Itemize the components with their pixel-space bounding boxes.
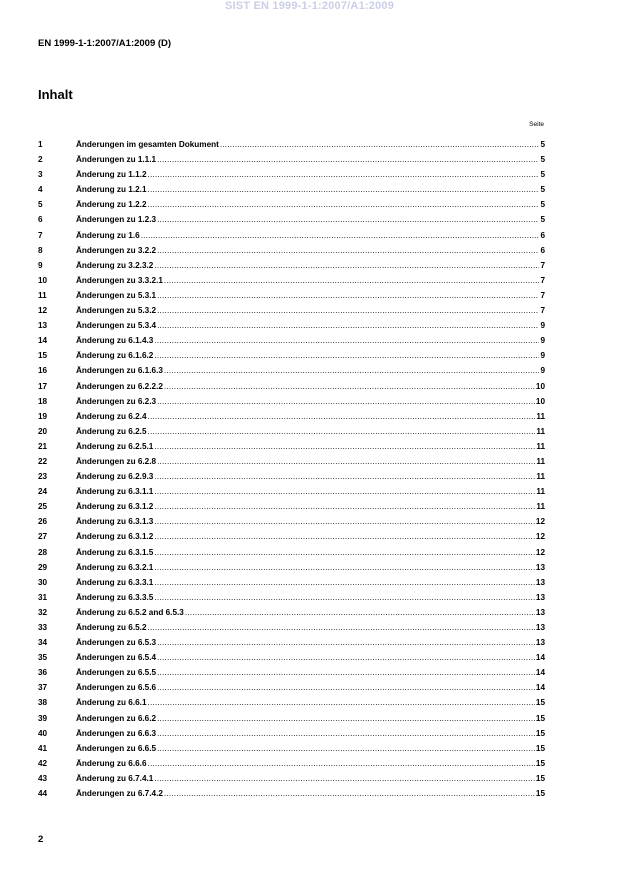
toc-dot-leader [164, 363, 540, 378]
toc-entry[interactable] [38, 665, 545, 680]
toc-entry-title: Änderungen zu 6.5.5 [76, 668, 157, 678]
toc-entry-number: 16 [38, 366, 48, 376]
toc-dot-leader [141, 228, 540, 243]
toc-entry-number: 7 [38, 230, 43, 240]
toc-dot-leader [154, 499, 535, 514]
toc-entry-number: 5 [38, 200, 43, 210]
toc-dot-leader [164, 786, 535, 801]
toc-entry-page: 11 [536, 456, 545, 466]
toc-entry-title: Änderung zu 6.7.4.1 [76, 773, 154, 783]
toc-entry-title: Änderungen zu 1.2.3 [76, 215, 157, 225]
toc-dot-leader [148, 620, 535, 635]
toc-entry-title: Änderungen zu 6.2.8 [76, 456, 157, 466]
toc-entry[interactable] [38, 620, 545, 635]
toc-entry-number: 32 [38, 607, 48, 617]
toc-entry-page: 7 [540, 260, 545, 270]
toc-entry[interactable] [38, 741, 545, 756]
toc-entry-title: Änderungen zu 6.5.4 [76, 653, 157, 663]
toc-entry-number: 17 [38, 381, 48, 391]
toc-entry-title: Änderung zu 6.3.1.1 [76, 487, 154, 497]
toc-entry[interactable] [38, 439, 545, 454]
toc-dot-leader [154, 771, 535, 786]
toc-entry-page: 7 [540, 290, 545, 300]
toc-entry-title: Änderung zu 6.3.1.2 [76, 502, 154, 512]
toc-dot-leader [154, 560, 535, 575]
toc-dot-leader [157, 318, 539, 333]
toc-entry-number: 14 [38, 336, 48, 346]
toc-entry-page: 7 [540, 275, 545, 285]
toc-entry-number: 1 [38, 140, 43, 149]
toc-entry[interactable] [38, 650, 545, 665]
toc-entry-page: 11 [536, 441, 545, 451]
toc-entry-page: 11 [536, 411, 545, 421]
toc-entry-title: Änderung zu 6.3.1.3 [76, 517, 154, 527]
toc-entry-title: Änderungen zu 6.6.5 [76, 743, 157, 753]
toc-entry-page: 14 [535, 668, 545, 678]
toc-entry-page: 5 [540, 185, 545, 195]
toc-dot-leader [154, 258, 539, 273]
toc-entry-number: 30 [38, 577, 48, 587]
toc-entry-title: Änderung zu 6.2.4 [76, 411, 147, 421]
toc-entry-number: 39 [38, 713, 48, 723]
toc-entry-number: 27 [38, 532, 48, 542]
toc-entry-title: Änderung zu 6.5.2 [76, 623, 147, 632]
page-title: Inhalt [38, 87, 73, 102]
toc-entry-title: Änderungen zu 1.1.1 [76, 155, 157, 165]
toc-entry[interactable] [38, 786, 545, 801]
toc-dot-leader [157, 212, 539, 227]
toc-entry-title: Änderungen zu 6.6.2 [76, 713, 157, 723]
toc-dot-leader [157, 454, 535, 469]
toc-entry[interactable] [38, 771, 545, 786]
toc-entry-page: 5 [540, 200, 545, 210]
toc-entry[interactable] [38, 167, 545, 182]
toc-dot-leader [154, 333, 539, 348]
toc-dot-leader [154, 575, 535, 590]
toc-entry[interactable] [38, 454, 545, 469]
toc-dot-leader [157, 243, 539, 258]
toc-dot-leader [154, 545, 535, 560]
table-of-contents [38, 137, 545, 801]
toc-entry-number: 25 [38, 502, 48, 512]
toc-entry-page: 15 [535, 789, 545, 799]
toc-entry-page: 14 [535, 653, 545, 663]
toc-entry-page: 5 [540, 140, 545, 149]
toc-entry-page: 15 [535, 728, 545, 738]
toc-entry[interactable] [38, 605, 545, 620]
toc-entry-page: 15 [535, 773, 545, 783]
toc-entry-number: 42 [38, 758, 48, 768]
toc-entry-page: 13 [535, 607, 545, 617]
seite-column-label: Seite [529, 121, 544, 128]
toc-entry-page: 5 [540, 215, 545, 225]
toc-entry-title: Änderung zu 6.2.5.1 [76, 441, 154, 451]
toc-entry-page: 9 [540, 321, 545, 331]
toc-entry[interactable] [38, 484, 545, 499]
toc-dot-leader [157, 650, 535, 665]
toc-entry-page: 12 [535, 532, 545, 542]
document-header: EN 1999-1-1:2007/A1:2009 (D) [38, 38, 172, 49]
toc-entry-page: 5 [540, 155, 545, 165]
toc-entry-title: Änderungen zu 3.2.2 [76, 245, 157, 255]
toc-entry-number: 4 [38, 185, 43, 195]
toc-entry-title: Änderung zu 1.2.1 [76, 185, 147, 195]
toc-entry[interactable] [38, 318, 545, 333]
toc-dot-leader [148, 182, 540, 197]
toc-entry[interactable] [38, 529, 545, 544]
toc-entry[interactable] [38, 212, 545, 227]
toc-dot-leader [148, 197, 540, 212]
toc-entry-number: 10 [38, 275, 48, 285]
toc-entry-page: 14 [535, 683, 545, 693]
toc-dot-leader [154, 348, 539, 363]
toc-entry-number: 40 [38, 728, 48, 738]
toc-entry[interactable] [38, 635, 545, 650]
toc-entry-title: Änderung zu 6.6.6 [76, 758, 147, 768]
toc-entry-page: 9 [540, 366, 545, 376]
toc-entry-title: Änderungen zu 6.5.6 [76, 683, 157, 693]
toc-dot-leader [157, 726, 535, 741]
toc-entry[interactable] [38, 575, 545, 590]
toc-entry-page: 13 [535, 562, 545, 572]
toc-entry[interactable] [38, 182, 545, 197]
toc-entry-page: 15 [535, 758, 545, 768]
toc-dot-leader [154, 529, 535, 544]
toc-entry-page: 12 [535, 547, 545, 557]
toc-entry-number: 21 [38, 441, 48, 451]
toc-entry-number: 15 [38, 351, 48, 361]
toc-entry-number: 6 [38, 215, 43, 225]
toc-entry[interactable] [38, 363, 545, 378]
toc-entry-title: Änderungen zu 5.3.1 [76, 290, 157, 300]
toc-entry[interactable] [38, 726, 545, 741]
toc-entry-page: 6 [540, 245, 545, 255]
toc-entry[interactable] [38, 273, 545, 288]
toc-entry-title: Änderungen zu 6.7.4.2 [76, 789, 163, 799]
toc-entry-title: Änderung zu 6.3.1.5 [76, 547, 154, 557]
toc-entry[interactable] [38, 409, 545, 424]
toc-entry-page: 10 [535, 381, 545, 391]
toc-entry-page: 7 [540, 306, 545, 316]
toc-entry-number: 8 [38, 245, 43, 255]
toc-entry[interactable] [38, 152, 545, 167]
toc-entry[interactable] [38, 424, 545, 439]
toc-entry[interactable] [38, 711, 545, 726]
toc-entry-title: Änderung zu 6.3.3.1 [76, 577, 154, 587]
toc-entry-number: 19 [38, 411, 48, 421]
toc-entry-page: 13 [535, 623, 545, 632]
toc-dot-leader [157, 303, 539, 318]
toc-entry-page: 5 [540, 170, 545, 180]
toc-entry-number: 13 [38, 321, 48, 331]
toc-entry-page: 9 [540, 351, 545, 361]
toc-entry[interactable] [38, 228, 545, 243]
toc-entry-number: 26 [38, 517, 48, 527]
toc-entry-title: Änderungen zu 6.2.3 [76, 396, 157, 406]
toc-entry-number: 44 [38, 789, 48, 799]
toc-entry[interactable] [38, 545, 545, 560]
toc-entry-number: 29 [38, 562, 48, 572]
toc-entry[interactable] [38, 137, 545, 152]
toc-entry-number: 18 [38, 396, 48, 406]
toc-entry-number: 31 [38, 592, 48, 602]
page-number: 2 [38, 834, 44, 845]
toc-entry[interactable] [38, 379, 545, 394]
toc-entry[interactable] [38, 333, 545, 348]
toc-dot-leader [148, 167, 540, 182]
toc-entry-page: 13 [535, 577, 545, 587]
toc-dot-leader [157, 711, 535, 726]
toc-entry-page: 6 [540, 230, 545, 240]
toc-entry[interactable] [38, 197, 545, 212]
toc-entry[interactable] [38, 288, 545, 303]
toc-dot-leader [154, 514, 535, 529]
toc-entry-title: Änderungen zu 5.3.4 [76, 321, 157, 331]
toc-entry[interactable] [38, 560, 545, 575]
toc-entry-title: Änderungen zu 6.6.3 [76, 728, 157, 738]
toc-entry-number: 28 [38, 547, 48, 557]
toc-entry-number: 36 [38, 668, 48, 678]
toc-entry-page: 15 [535, 698, 545, 708]
toc-entry-page: 11 [536, 472, 545, 482]
toc-entry-number: 33 [38, 623, 48, 632]
toc-dot-leader [157, 288, 539, 303]
toc-entry-number: 34 [38, 638, 48, 648]
toc-entry-title: Änderung zu 3.2.3.2 [76, 260, 154, 270]
toc-entry[interactable] [38, 394, 545, 409]
toc-dot-leader [185, 605, 535, 620]
toc-dot-leader [154, 590, 535, 605]
toc-dot-leader [157, 394, 535, 409]
toc-entry-number: 12 [38, 306, 48, 316]
toc-entry[interactable] [38, 243, 545, 258]
toc-entry[interactable] [38, 514, 545, 529]
toc-entry-title: Änderung zu 6.6.1 [76, 698, 147, 708]
toc-entry[interactable] [38, 680, 545, 695]
toc-dot-leader [154, 439, 535, 454]
toc-entry[interactable] [38, 348, 545, 363]
toc-entry-number: 9 [38, 260, 43, 270]
toc-entry-number: 23 [38, 472, 48, 482]
toc-entry-page: 13 [535, 592, 545, 602]
toc-entry-number: 24 [38, 487, 48, 497]
toc-entry-page: 15 [535, 743, 545, 753]
toc-entry-title: Änderungen zu 5.3.2 [76, 306, 157, 316]
toc-dot-leader [164, 273, 540, 288]
toc-entry-number: 37 [38, 683, 48, 693]
toc-dot-leader [157, 680, 535, 695]
toc-entry[interactable] [38, 258, 545, 273]
toc-dot-leader [148, 695, 535, 710]
toc-entry-title: Änderungen zu 6.2.2.2 [76, 381, 163, 391]
toc-entry-title: Änderungen zu 3.3.2.1 [76, 275, 163, 285]
toc-entry-title: Änderung zu 6.3.2.1 [76, 562, 154, 572]
toc-entry-title: Änderungen im gesamten Dokument [76, 140, 219, 149]
toc-dot-leader [157, 152, 539, 167]
toc-entry[interactable] [38, 499, 545, 514]
toc-entry-number: 11 [38, 290, 47, 300]
toc-entry-title: Änderung zu 1.2.2 [76, 200, 147, 210]
toc-entry-number: 2 [38, 155, 43, 165]
toc-dot-leader [164, 379, 535, 394]
toc-entry[interactable] [38, 303, 545, 318]
toc-entry-title: Änderung zu 6.1.6.2 [76, 351, 154, 361]
toc-entry[interactable] [38, 756, 545, 771]
toc-entry-number: 22 [38, 456, 48, 466]
toc-entry-number: 43 [38, 773, 48, 783]
toc-dot-leader [154, 484, 535, 499]
toc-entry[interactable] [38, 469, 545, 484]
toc-entry-number: 3 [38, 170, 43, 180]
toc-entry-page: 11 [536, 502, 545, 512]
toc-dot-leader [157, 665, 535, 680]
toc-entry-page: 9 [540, 336, 545, 346]
toc-entry-title: Änderung zu 6.2.5 [76, 426, 147, 436]
toc-entry-number: 35 [38, 653, 48, 663]
toc-entry-title: Änderung zu 6.1.4.3 [76, 336, 154, 346]
toc-entry-title: Änderung zu 6.2.9.3 [76, 472, 154, 482]
toc-entry-page: 12 [535, 517, 545, 527]
toc-entry-page: 15 [535, 713, 545, 723]
toc-entry-number: 38 [38, 698, 48, 708]
toc-entry-title: Änderung zu 6.5.2 and 6.5.3 [76, 607, 184, 617]
toc-entry-title: Änderung zu 6.3.1.2 [76, 532, 154, 542]
toc-dot-leader [157, 741, 535, 756]
toc-dot-leader [148, 756, 535, 771]
toc-entry-number: 41 [38, 743, 48, 753]
toc-dot-leader [157, 635, 535, 650]
toc-dot-leader [220, 137, 540, 152]
toc-entry-page: 13 [535, 638, 545, 648]
toc-entry-title: Änderung zu 1.1.2 [76, 170, 147, 180]
toc-entry-title: Änderungen zu 6.1.6.3 [76, 366, 163, 376]
toc-entry-page: 11 [536, 487, 545, 497]
toc-dot-leader [154, 469, 535, 484]
toc-entry-page: 10 [535, 396, 545, 406]
toc-entry[interactable] [38, 695, 545, 710]
toc-entry[interactable] [38, 590, 545, 605]
toc-entry-title: Änderung zu 1.6 [76, 230, 140, 240]
toc-entry-title: Änderung zu 6.3.3.5 [76, 592, 154, 602]
toc-entry-number: 20 [38, 426, 48, 436]
toc-entry-page: 11 [536, 426, 545, 436]
toc-entry-title: Änderungen zu 6.5.3 [76, 638, 157, 648]
toc-dot-leader [148, 424, 536, 439]
toc-dot-leader [148, 409, 536, 424]
watermark: SIST EN 1999-1-1:2007/A1:2009 [224, 0, 395, 12]
